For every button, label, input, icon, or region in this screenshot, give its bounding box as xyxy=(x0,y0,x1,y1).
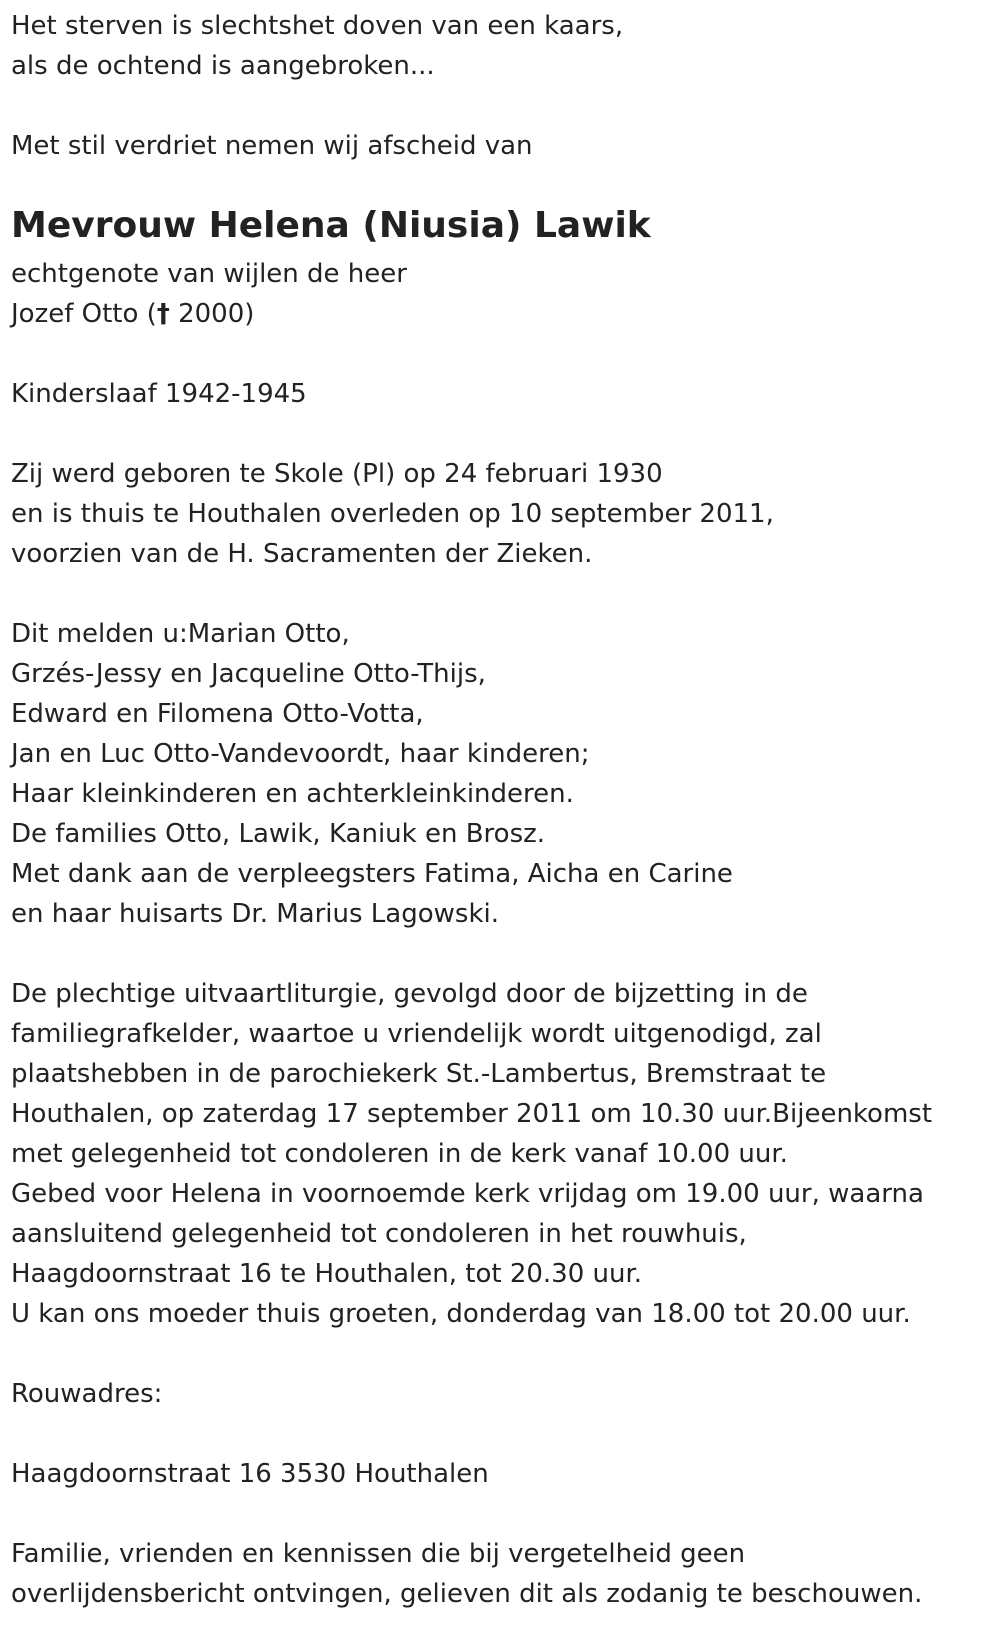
funeral-line: Houthalen, op zaterdag 17 september 2011 om 10.30 uur.Bijeenkomst xyxy=(11,1099,933,1129)
deceased-name: Mevrouw Helena (Niusia) Lawik xyxy=(11,205,651,246)
address-line: Haagdoornstraat 16 3530 Houthalen xyxy=(11,1459,489,1489)
announcer-line: Met dank aan de verpleegsters Fatima, Aicha en Carine xyxy=(11,859,733,889)
announcer-line: Haar kleinkinderen en achterkleinkinderen. xyxy=(11,779,574,809)
birth-death-line: voorzien van de H. Sacramenten der Zieken. xyxy=(11,539,593,569)
funeral-line: De plechtige uitvaartliturgie, gevolgd door de bijzetting in de xyxy=(11,979,808,1009)
spouse-name-line xyxy=(11,294,991,334)
obituary-notice xyxy=(11,6,991,1614)
address-label: Rouwadres: xyxy=(11,1379,163,1409)
funeral-line: aansluitend gelegenheid tot condoleren in het rouwhuis, xyxy=(11,1219,747,1249)
closing-line: overlijdensbericht ontvingen, gelieven dit als zodanig te beschouwen. xyxy=(11,1579,923,1609)
birth-death-line: Zij werd geboren te Skole (Pl) op 24 februari 1930 xyxy=(11,459,663,489)
funeral-line: plaatshebben in de parochiekerk St.-Lambertus, Bremstraat te xyxy=(11,1059,827,1089)
spacer xyxy=(11,1414,991,1454)
spacer xyxy=(11,934,991,974)
announcer-line: Jan en Luc Otto-Vandevoordt, haar kinderen; xyxy=(11,739,590,769)
poem-line-1: Het sterven is slechtshet doven van een kaars, xyxy=(11,11,624,41)
intro-text: Met stil verdriet nemen wij afscheid van xyxy=(11,131,533,161)
closing-line: Familie, vrienden en kennissen die bij vergetelheid geen xyxy=(11,1539,746,1569)
funeral-line: Haagdoornstraat 16 te Houthalen, tot 20.30 uur. xyxy=(11,1259,643,1289)
spouse-line: echtgenote van wijlen de heer xyxy=(11,259,407,289)
spacer xyxy=(11,574,991,614)
spacer xyxy=(11,334,991,374)
announcer-line: en haar huisarts Dr. Marius Lagowski. xyxy=(11,899,499,929)
announcer-line: Dit melden u:Marian Otto, xyxy=(11,619,350,649)
funeral-line: familiegrafkelder, waartoe u vriendelijk wordt uitgenodigd, zal xyxy=(11,1019,822,1049)
spacer xyxy=(11,414,991,454)
funeral-line: Gebed voor Helena in voornoemde kerk vrijdag om 19.00 uur, waarna xyxy=(11,1179,924,1209)
spacer xyxy=(11,1494,991,1534)
announcer-line: Grzés-Jessy en Jacqueline Otto-Thijs, xyxy=(11,659,486,689)
note-line: Kinderslaaf 1942-1945 xyxy=(11,379,307,409)
funeral-line: met gelegenheid tot condoleren in de kerk vanaf 10.00 uur. xyxy=(11,1139,788,1169)
announcer-line: Edward en Filomena Otto-Votta, xyxy=(11,699,424,729)
announcer-line: De families Otto, Lawik, Kaniuk en Brosz. xyxy=(11,819,546,849)
birth-death-line: en is thuis te Houthalen overleden op 10 september 2011, xyxy=(11,499,774,529)
spouse-name: Jozef Otto ( xyxy=(11,299,157,329)
cross-icon: † xyxy=(156,299,170,329)
spacer xyxy=(11,1334,991,1374)
spacer xyxy=(11,86,991,126)
funeral-line: U kan ons moeder thuis groeten, donderdag van 18.00 tot 20.00 uur. xyxy=(11,1299,911,1329)
poem-line-2: als de ochtend is aangebroken... xyxy=(11,51,435,81)
spouse-death-year: 2000) xyxy=(169,299,255,329)
